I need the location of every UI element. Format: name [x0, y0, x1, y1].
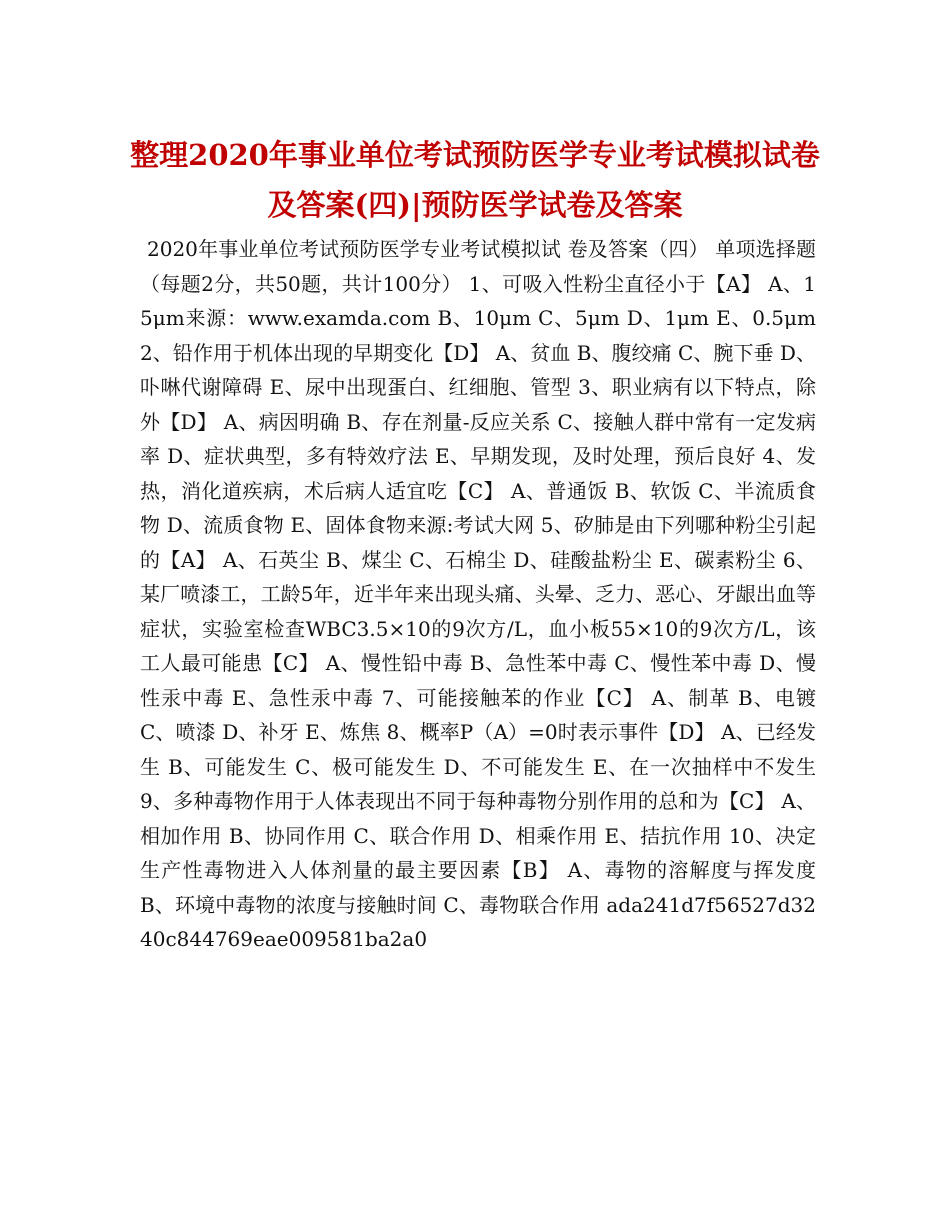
document-title: [100, 130, 850, 230]
document-title-line-2: 及答案(四)|预防医学试卷及答案: [267, 188, 683, 222]
document-body-text: 2020年事业单位考试预防医学专业考试模拟试 卷及答案（四） 单项选择题（每题2分，共50题，共计100分） 1、可吸入性粉尘直径小于【A】 A、15μm来源：www.examda.com B、10μm C、5μm D、1μm E、0.5μm 2、铅作用于机体出现的早期变化【D】 A、贫血 B、腹绞痛 C、腕下垂 D、卟啉代谢障碍 E、尿中出现蛋白、红细胞、管型 3、职业病有以下特点，除外【D】 A、病因明确 B、存在剂量-反应关系 C、接触人群中常有一定发病率 D、症状典型，多有特效疗法 E、早期发现，及时处理，预后良好 4、发热，消化道疾病，术后病人适宜吃【C】 A、普通饭 B、软饭 C、半流质食物 D、流质食物 E、固体食物来源:考试大网 5、矽肺是由下列哪种粉尘引起的【A】 A、石英尘 B、煤尘 C、石棉尘 D、硅酸盐粉尘 E、碳素粉尘 6、某厂喷漆工，工龄5年，近半年来出现头痛、头晕、乏力、恶心、牙龈出血等症状，实验室检查WBC3.5×10的9次方/L，血小板55×10的9次方/L，该工人最可能患【C】 A、慢性铅中毒 B、急性苯中毒 C、慢性苯中毒 D、慢性汞中毒 E、急性汞中毒 7、可能接触苯的作业【C】 A、制革 B、电镀 C、喷漆 D、补牙 E、炼焦 8、概率P（A）=0时表示事件【D】 A、已经发生 B、可能发生 C、极可能发生 D、不可能发生 E、在一次抽样中不发生 9、多种毒物作用于人体表现出不同于每种毒物分别作用的总和为【C】 A、相加作用 B、协同作用 C、联合作用 D、相乘作用 E、拮抗作用 10、决定生产性毒物进入人体剂量的最主要因素【B】 A、毒物的溶解度与挥发度 B、环境中毒物的浓度与接触时间 C、毒物联合作用 ada241d7f56527d3240c844769eae009581ba2a0: [140, 237, 816, 951]
document-title-line-1: 整理2020年事业单位考试预防医学专业考试模拟试卷: [130, 138, 820, 172]
